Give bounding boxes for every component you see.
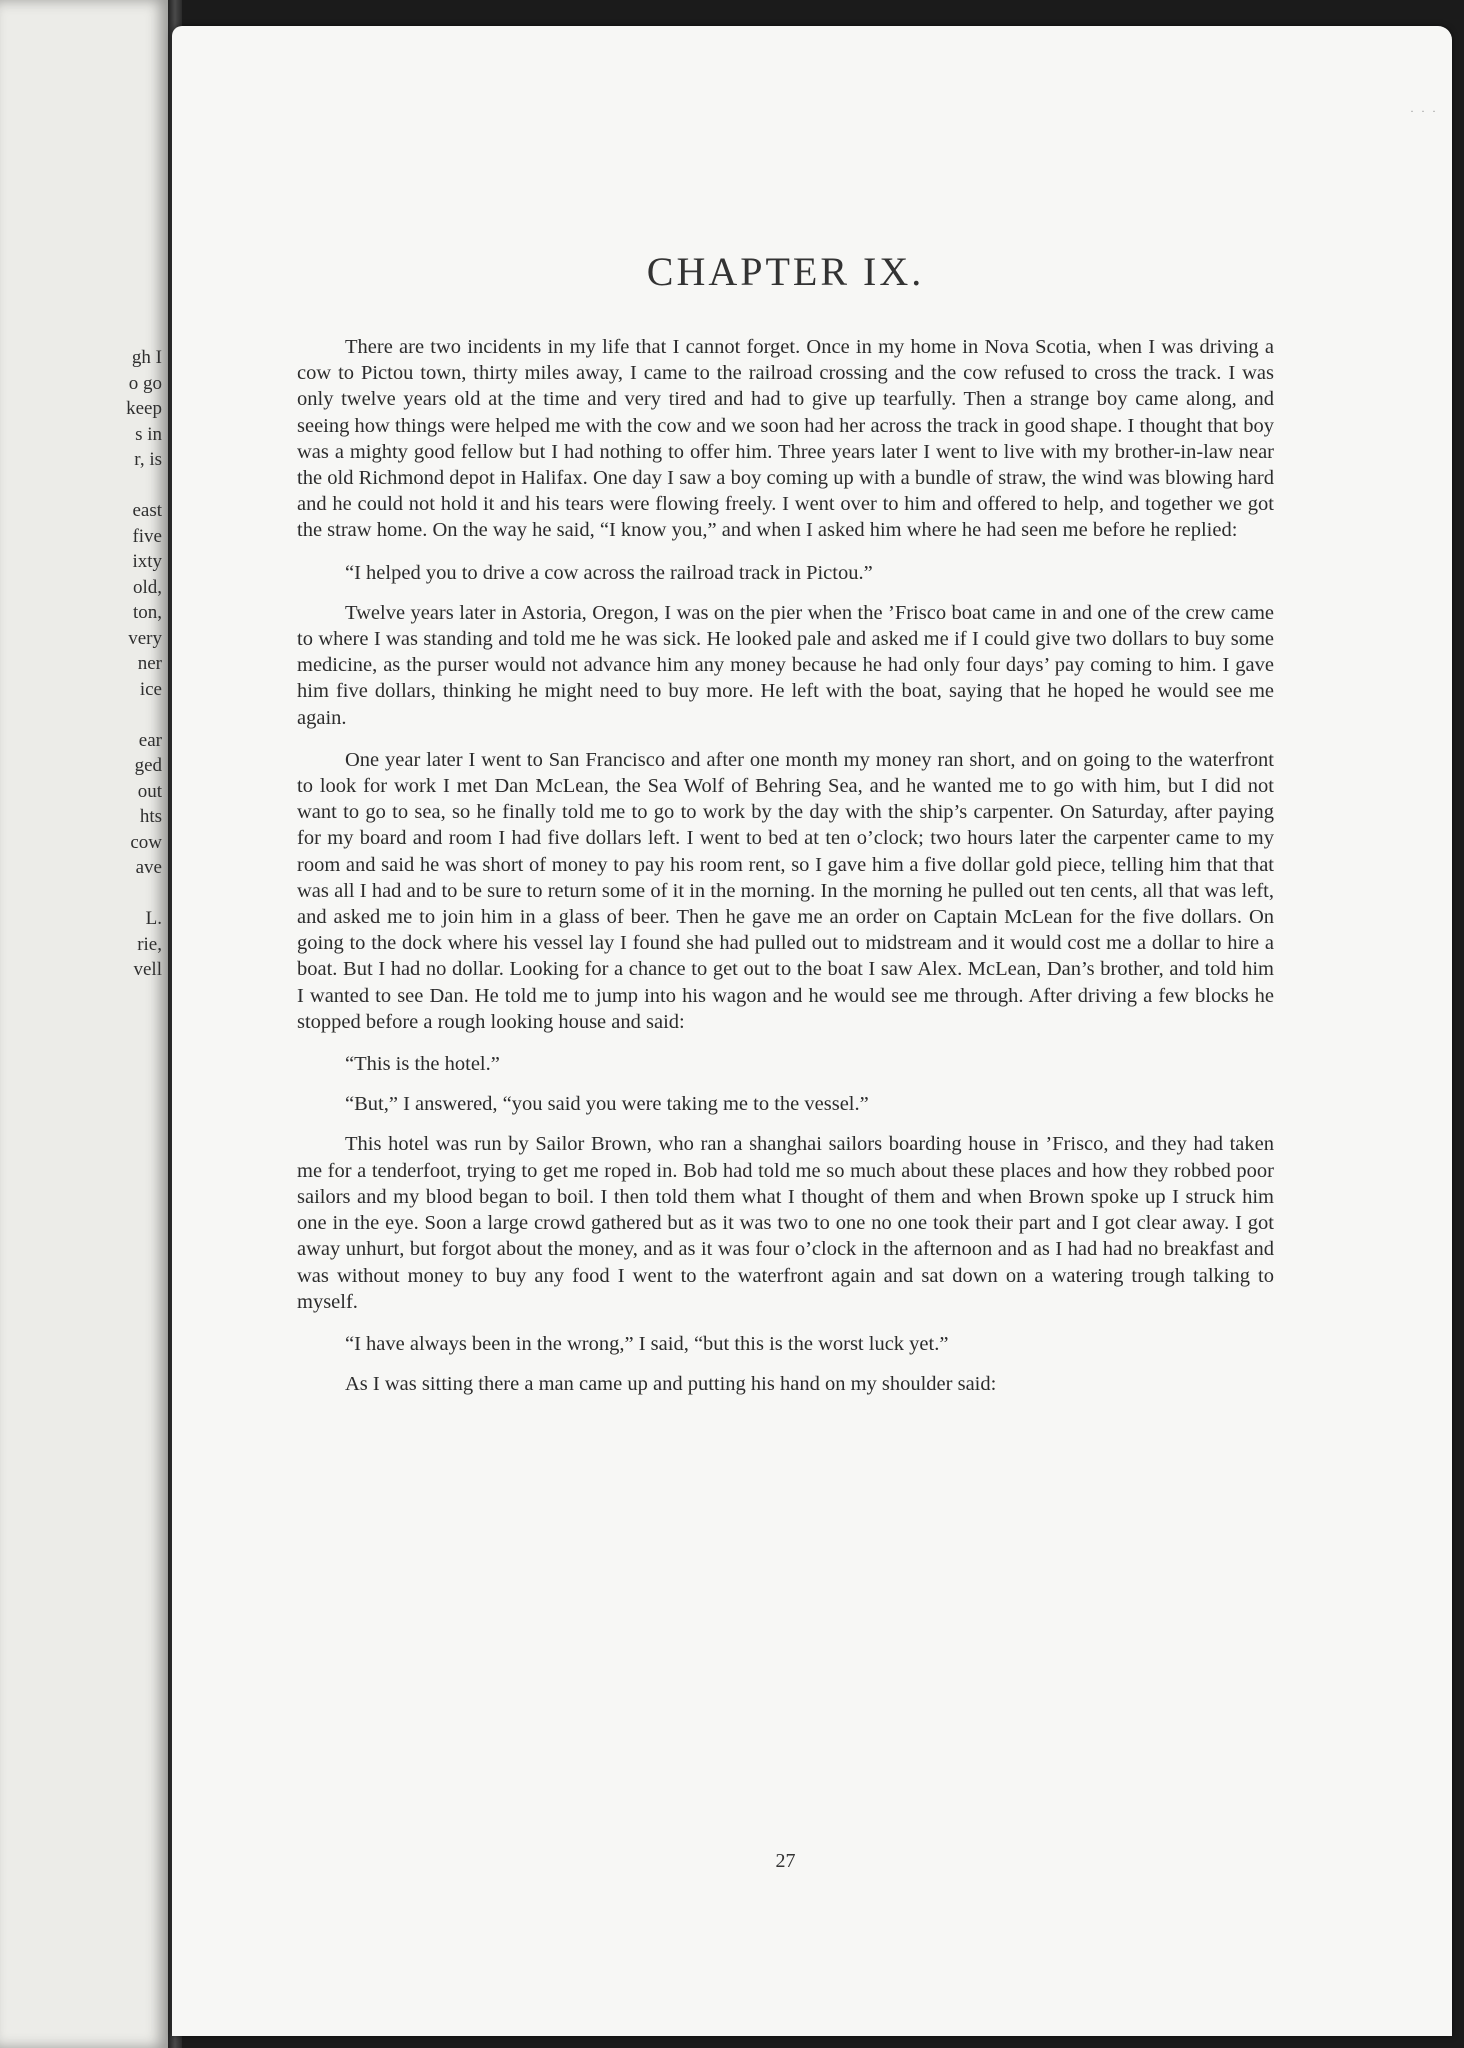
left-fragment-gap [126,881,162,907]
left-fragment: ear [138,729,162,751]
paragraph: This hotel was run by Sailor Brown, who ran a shanghai sailors boarding house in ’Frisco, and they had taken me for a tenderfoot, trying to get me roped in. Bob had told me so much about these places and how they robbed poor sailors and my blood began to boil. I then told them what I thought of them and when Brown spoke up I struck him one in the eye. Soon a large crowd gathered but as it was two to one no one took their part and I got clear away. I got away unhurt, but forgot about the money, and as it was four o’clock in the afternoon and as I had had no breakfast and was without money to buy any food I went to the waterfront again and sat down on a watering trough talking to myself. [297,1133,1274,1313]
quoted-line: “I have always been in the wrong,” I said, “but this is the worst luck yet.” [345,1332,949,1355]
left-fragment: old, [132,576,162,598]
quoted-line: “I helped you to drive a cow across the railroad track in Pictou.” [345,561,873,584]
chapter-title: CHAPTER IX. [646,249,925,294]
left-fragment: ice [139,678,162,700]
left-page-fragments [126,345,162,983]
book-page [172,26,1452,2036]
left-fragment-gap [126,473,162,499]
left-fragment: ave [135,857,162,878]
paragraph: As I was sitting there a man came up and putting his hand on my shoulder said: [345,1373,997,1396]
left-fragment: vell [133,959,162,980]
paragraph: One year later I went to San Francisco and after one month my money ran short, and on going to the waterfront to look for work I met Dan McLean, the Sea Wolf of Behring Sea, and he wanted me to go with him, but I did not want to go to sea, so he finally told me to go to work by the day with the ship’s carpenter. On Saturday, after paying for my board and room I had five dollars left. I went to bed at ten o’clock; two hours later the carpenter came to my room and said he was short of money to pay his room rent, so I gave him a five dollar gold piece, telling him that that was all I had and to be sure to return some of it in the morning. In the morning he pulled out ten cents, all that was left, and asked me to join him in a glass of beer. Then he gave me an order on Captain McLean for the five dollars. On going to the dock where his vessel lay I found she had pulled out to midstream and it would cost me a dollar to hire a boat. But I had no dollar. Looking for a chance to get out to the boat I saw Alex. McLean, Dan’s brother, and told him I wanted to see Dan. He told me to jump into his wagon and he would see me through. After driving a few blocks he stopped before a rough looking house and said: [297,748,1274,1033]
paragraph: Twelve years later in Astoria, Oregon, I was on the pier when the ’Frisco boat came in and one of the crew came to where I was standing and told me he was sick. He looked pale and asked me if I could give two dollars to buy some medicine, as the purser would not advance him any money because he had only four days’ pay coming to him. I gave him five dollars, thinking he might need to buy more. He left with the boat, saying that he hoped he would see me again. [297,601,1274,729]
left-fragment: s in [135,423,162,445]
paragraph: There are two incidents in my life that I cannot forget. Once in my home in Nova Scotia, when I was driving a cow to Pictou town, thirty miles away, I came to the railroad crossing and the cow refused to cross the track. I was only twelve years old at the time and very tired and had to give up tearfully. Then a strange boy came along, and seeing how things were helped me with the cow and we soon had her across the track in good shape. I thought that boy was a mighty good fellow but I had nothing to offer him. Three years later I went to live with my brother-in-law near the old Richmond depot in Halifax. One day I saw a boy coming up with a bundle of straw, the wind was blowing hard and he could not hold it and his tears were flowing freely. I went over to him and offered to help, and together we got the straw home. On the way he said, “I know you,” and when I asked him where he had seen me before he replied: [297,336,1274,542]
left-fragment: five [132,525,162,547]
chapter-body [297,334,1274,1413]
left-fragment: ixty [132,551,162,572]
left-fragment: ton, [132,602,162,623]
left-fragment: cow [130,831,162,853]
left-page-edge [0,0,168,2048]
left-fragment: out [137,780,162,802]
left-fragment: o go [128,372,162,394]
left-fragment: rie, [137,933,162,955]
page-number: 27 [775,1850,796,1872]
left-fragment: hts [139,806,162,827]
left-fragment: L. [145,908,162,929]
left-fragment-gap [126,702,162,728]
page-speck: · · · [1410,104,1438,118]
left-fragment: east [132,500,162,521]
left-fragment: keep [126,398,162,419]
left-fragment: r, is [134,449,162,470]
left-fragment: very [128,627,162,649]
quoted-line: “But,” I answered, “you said you were taking me to the vessel.” [345,1093,869,1116]
left-fragment: ged [134,755,162,776]
quoted-line: “This is the hotel.” [345,1053,500,1076]
left-fragment: ner [137,653,162,674]
left-fragment: gh I [131,347,162,368]
